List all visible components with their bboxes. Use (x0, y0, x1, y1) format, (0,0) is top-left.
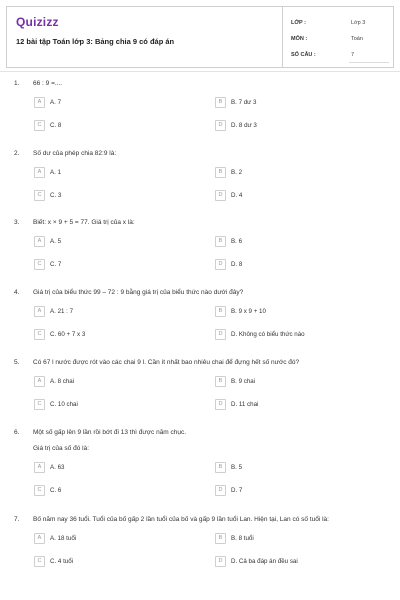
option-text: D. 11 chai (231, 401, 259, 408)
option-text: B. 9 x 9 + 10 (231, 308, 266, 315)
question-number: 7. (14, 516, 20, 523)
option-text: C. 8 (50, 122, 62, 129)
option-text: D. 8 (231, 261, 243, 268)
option-letter-box[interactable]: C (34, 399, 45, 410)
option-text: C. 3 (50, 192, 62, 199)
option-text: B. 5 (231, 464, 243, 471)
question-text: Bố năm nay 36 tuổi. Tuổi của bố gấp 2 lần tuổi của bố và gấp 9 lần tuổi Lan. Hiện tại, Lan có số tuổi là: (33, 516, 329, 523)
meta-subject (291, 33, 391, 47)
option-text: C. 6 (50, 487, 62, 494)
question-number: 6. (14, 429, 20, 436)
meta-count-value: 7 (351, 52, 355, 58)
question-number: 2. (14, 150, 20, 157)
question-text: Số dư của phép chia 82:9 là: (33, 150, 117, 157)
question-text-line2: Giá trị của số đó là: (33, 445, 89, 452)
option-letter-box[interactable]: C (34, 485, 45, 496)
question-number: 3. (14, 219, 20, 226)
option-letter-box[interactable]: B (215, 236, 226, 247)
option-text: D. Cả ba đáp án đều sai (231, 558, 298, 565)
worksheet-title: 12 bài tập Toán lớp 3: Bảng chia 9 có đáp án (16, 37, 175, 46)
option-letter-box[interactable]: A (34, 376, 45, 387)
option-text: D. 8 dư 3 (231, 122, 257, 129)
option-text: C. 60 + 7 x 3 (50, 331, 86, 338)
option-letter-box[interactable]: B (215, 167, 226, 178)
question-text: Có 67 l nước được rót vào các chai 9 l. Cần ít nhất bao nhiêu chai để đựng hết số nước đó? (33, 359, 300, 366)
question-number: 1. (14, 80, 20, 87)
option-letter-box[interactable]: B (215, 306, 226, 317)
question-text: Biết: x × 9 + 5 = 77. Giá trị của x là: (33, 219, 135, 226)
worksheet-header (6, 6, 394, 68)
option-letter-box[interactable]: D (215, 556, 226, 567)
option-text: A. 5 (50, 238, 62, 245)
option-text: B. 7 dư 3 (231, 99, 257, 106)
option-letter-box[interactable]: C (34, 329, 45, 340)
option-letter-box[interactable]: B (215, 376, 226, 387)
meta-subject-value: Toán (351, 36, 363, 42)
option-text: C. 10 chai (50, 401, 78, 408)
question-text: Giá trị của biểu thức 99 – 72 : 9 bằng giá trị của biểu thức nào dưới đây? (33, 289, 244, 296)
option-letter-box[interactable]: D (215, 399, 226, 410)
option-letter-box[interactable]: D (215, 259, 226, 270)
option-letter-box[interactable]: C (34, 120, 45, 131)
meta-grade-value: Lớp 3 (351, 20, 366, 26)
option-letter-box[interactable]: A (34, 167, 45, 178)
question-text: Một số gấp lên 9 lần rồi bớt đi 13 thì được năm chục. (33, 429, 187, 436)
option-letter-box[interactable]: D (215, 329, 226, 340)
option-text: A. 1 (50, 169, 62, 176)
option-letter-box[interactable]: D (215, 485, 226, 496)
option-letter-box[interactable]: D (215, 120, 226, 131)
meta-count-label: SỐ CÂU : (291, 52, 316, 58)
header-divider (0, 71, 400, 72)
meta-grade-label: LỚP : (291, 20, 306, 26)
option-text: A. 18 tuổi (50, 535, 77, 542)
option-letter-box[interactable]: A (34, 306, 45, 317)
option-text: C. 7 (50, 261, 62, 268)
option-text: A. 7 (50, 99, 62, 106)
option-text: B. 8 tuổi (231, 535, 254, 542)
option-text: D. 7 (231, 487, 243, 494)
option-text: A. 21 : 7 (50, 308, 74, 315)
option-text: A. 63 (50, 464, 65, 471)
question-number: 4. (14, 289, 20, 296)
option-text: B. 2 (231, 169, 243, 176)
question-number: 5. (14, 359, 20, 366)
option-letter-box[interactable]: C (34, 556, 45, 567)
meta-panel (282, 7, 395, 67)
option-letter-box[interactable]: A (34, 533, 45, 544)
option-letter-box[interactable]: C (34, 259, 45, 270)
option-letter-box[interactable]: B (215, 533, 226, 544)
meta-count-underline (349, 62, 389, 63)
option-text: A. 8 chai (50, 378, 75, 385)
option-letter-box[interactable]: A (34, 236, 45, 247)
option-letter-box[interactable]: B (215, 97, 226, 108)
option-letter-box[interactable]: B (215, 462, 226, 473)
option-text: D. Không có biểu thức nào (231, 331, 305, 338)
option-letter-box[interactable]: C (34, 190, 45, 201)
option-letter-box[interactable]: A (34, 97, 45, 108)
meta-subject-label: MÔN : (291, 36, 308, 42)
option-letter-box[interactable]: A (34, 462, 45, 473)
option-text: C. 4 tuổi (50, 558, 74, 565)
option-text: B. 9 chai (231, 378, 256, 385)
quizizz-logo: Quizizz (16, 15, 59, 29)
meta-count (291, 49, 391, 63)
question-text: 66 : 9 =.... (33, 80, 63, 87)
meta-grade (291, 17, 391, 31)
option-text: D. 4 (231, 192, 243, 199)
option-text: B. 6 (231, 238, 243, 245)
option-letter-box[interactable]: D (215, 190, 226, 201)
